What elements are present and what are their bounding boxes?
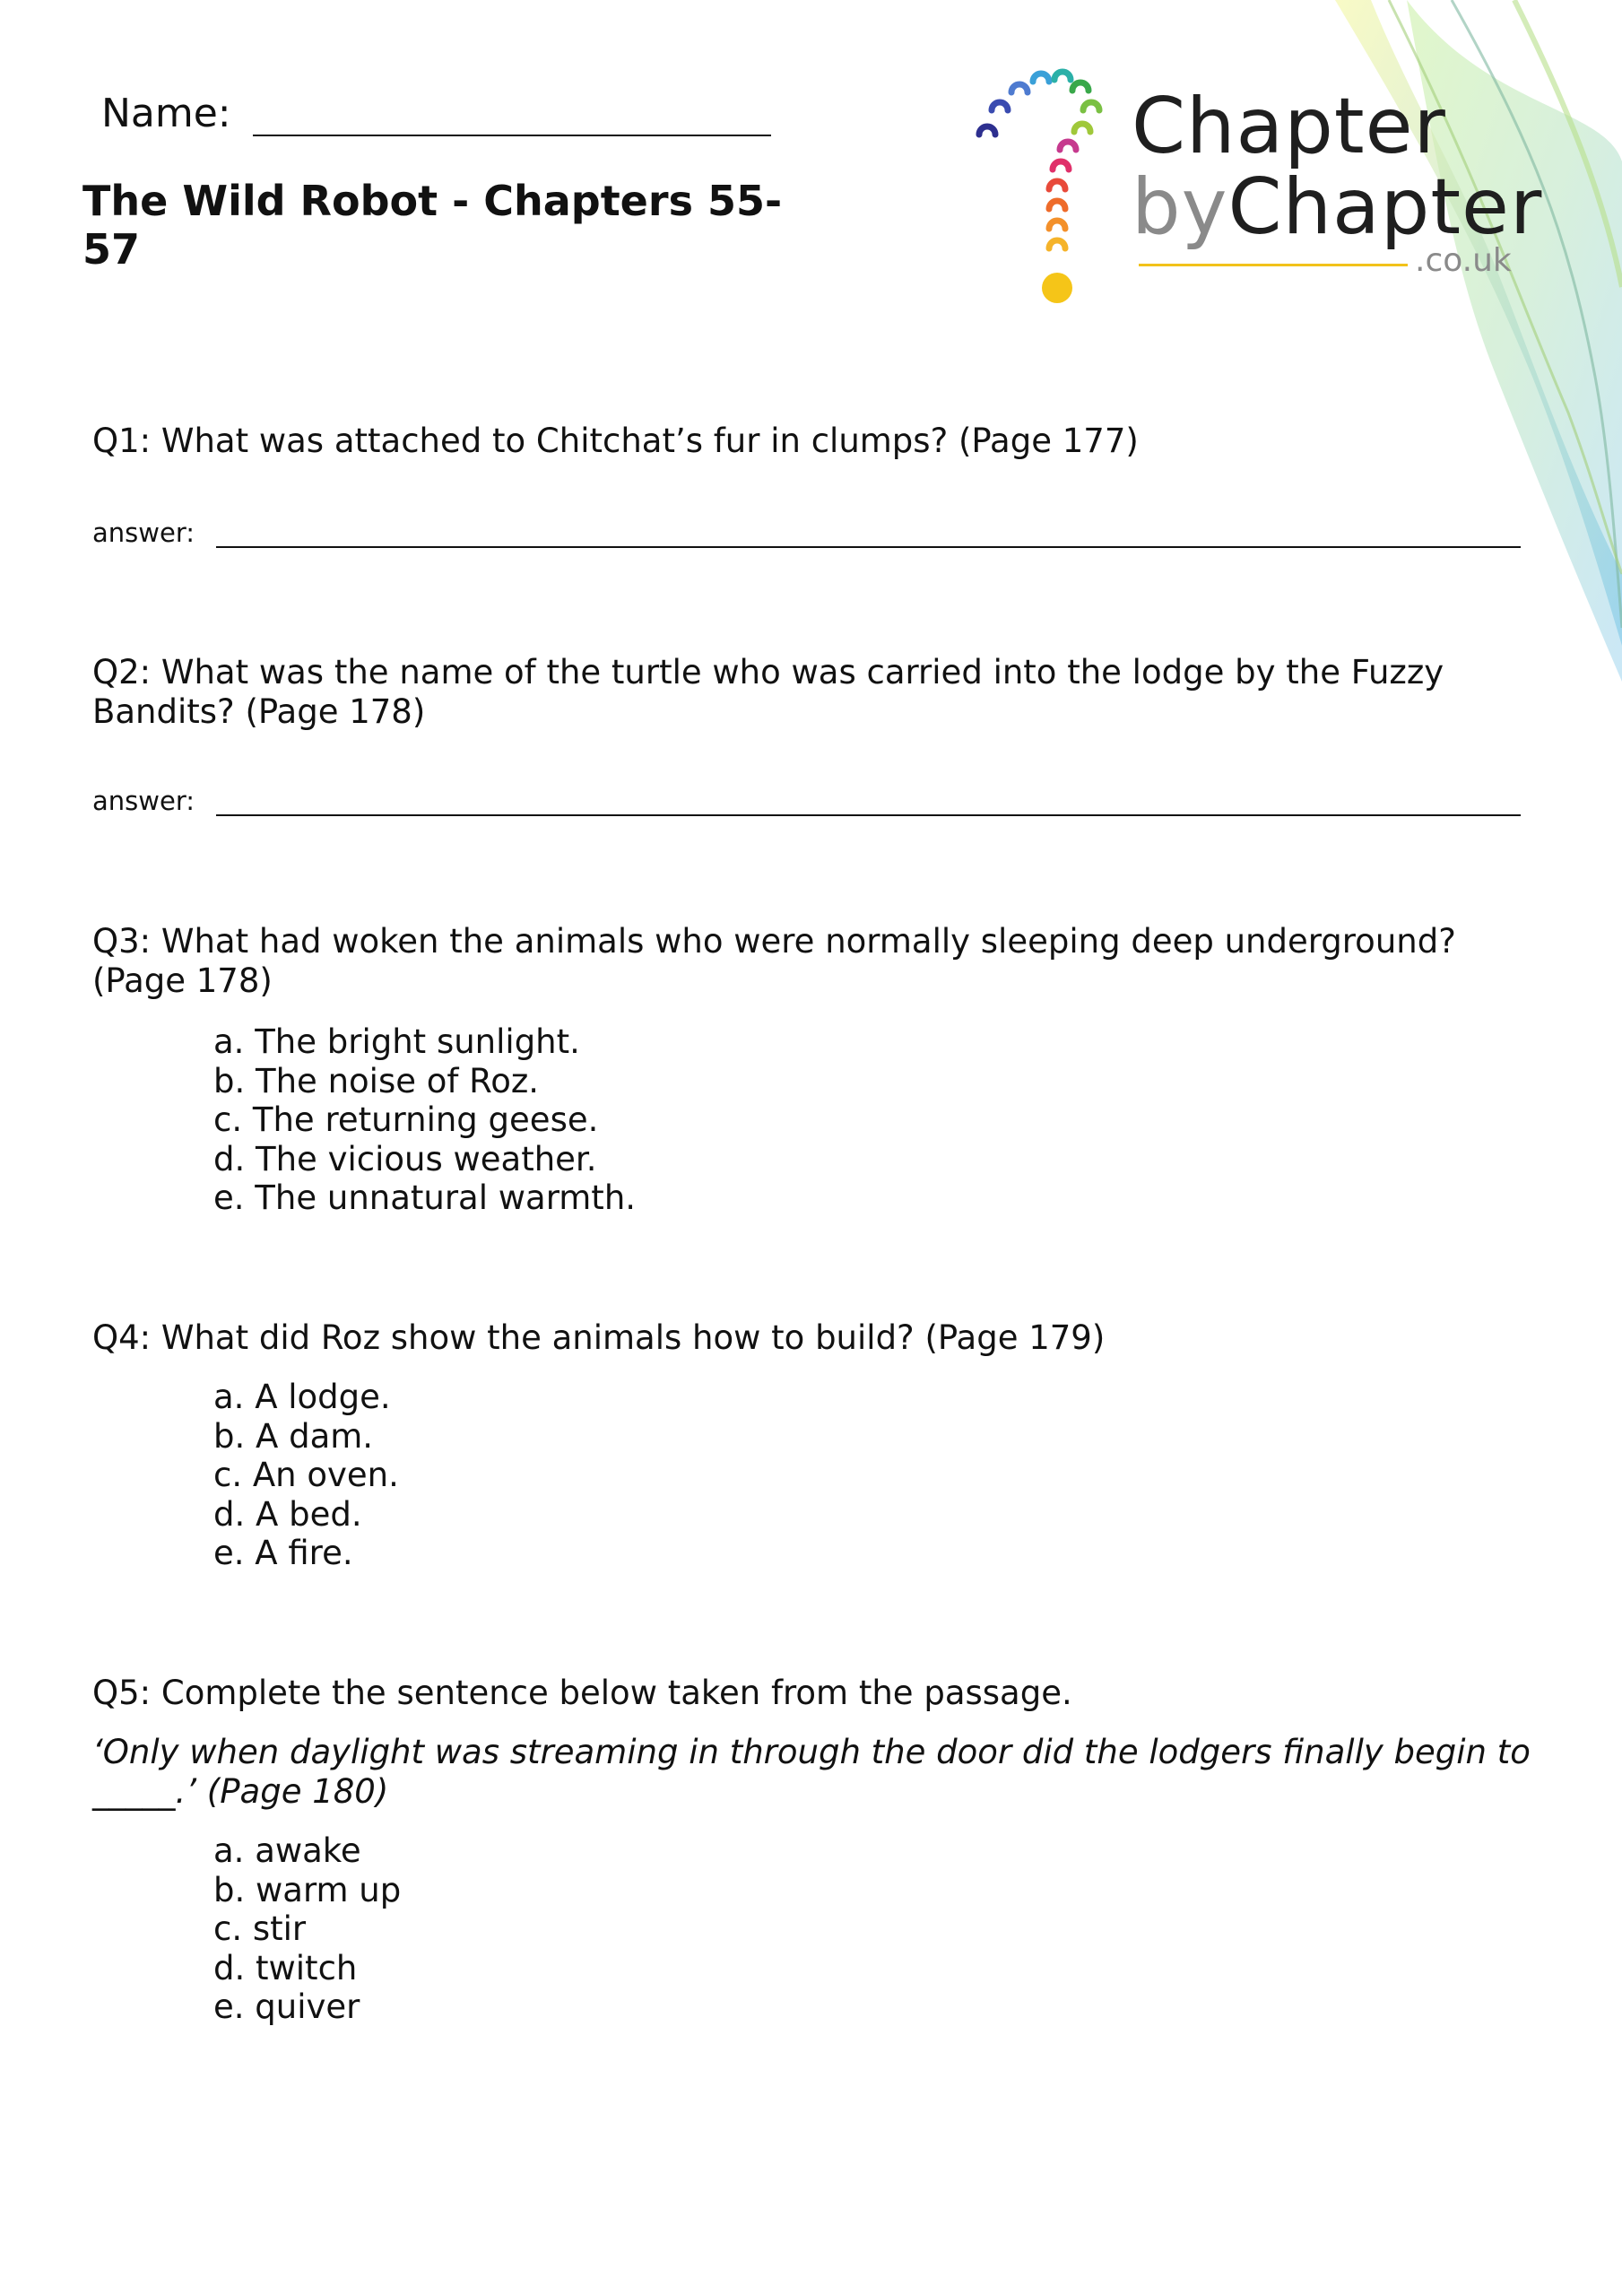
question-5-options [213,1831,401,2027]
option-b[interactable]: b. warm up [213,1870,402,1909]
option-a[interactable]: a. A lodge. [213,1378,391,1416]
option-c[interactable]: c. stir [213,1909,307,1948]
name-field[interactable] [101,88,771,136]
option-a[interactable]: a. The bright sunlight. [213,1022,580,1061]
question-4: Q4: What did Roz show the animals how to build? (Page 179) [92,1318,1106,1357]
option-c[interactable]: c. The returning geese. [213,1100,599,1139]
option-d[interactable]: d. The vicious weather. [213,1139,597,1178]
logo-text-chapter: Chapter [1132,82,1446,171]
option-d[interactable]: d. A bed. [213,1494,362,1534]
logo-footer [1132,242,1542,283]
logo-text-by: by [1132,162,1228,252]
question-5: Q5: Complete the sentence below taken from the passage. [92,1674,1072,1712]
logo-tld: .co.uk [1415,242,1512,279]
question-2: Q2: What was the name of the turtle who was carried into the lodge by the Fuzzy Bandits? (Page 178) [92,653,1444,731]
answer-row-1[interactable] [92,517,1521,548]
answer-line-2[interactable] [216,793,1521,816]
logo-underline [1139,264,1408,266]
question-5-quote: ‘Only when daylight was streaming in through the door did the lodgers finally begin to _____.’ (Page 180) [92,1733,1531,1811]
option-b[interactable]: b. A dam. [213,1416,374,1456]
worksheet-title: The Wild Robot - Chapters 55-57 [82,177,783,274]
question-3-options [213,1022,636,1218]
answer-row-2[interactable] [92,786,1521,816]
question-3: Q3: What had woken the animals who were normally sleeping deep underground? (Page 178) [92,922,1456,1000]
option-a[interactable]: a. awake [213,1831,361,1870]
name-input-line[interactable] [253,88,771,136]
option-e[interactable]: e. The unnatural warmth. [213,1178,637,1217]
answer-label: answer: [92,517,195,548]
answer-label: answer: [92,786,195,816]
option-d[interactable]: d. twitch [213,1948,358,1987]
name-label: Name: [101,91,231,136]
book-question-mark-logo [959,49,1121,318]
option-b[interactable]: b. The noise of Roz. [213,1061,540,1100]
question-1: Q1: What was attached to Chitchat’s fur in clumps? (Page 177) [92,422,1139,460]
answer-line-1[interactable] [216,525,1521,548]
logo-text-bychapter [1132,162,1543,252]
option-c[interactable]: c. An oven. [213,1456,399,1494]
chapter-by-chapter-logo [1132,82,1543,283]
logo-text-chapter-2: Chapter [1227,162,1543,252]
option-e[interactable]: e. quiver [213,1987,360,2026]
question-4-options [213,1378,399,1573]
option-e[interactable]: e. A fire. [213,1534,353,1572]
